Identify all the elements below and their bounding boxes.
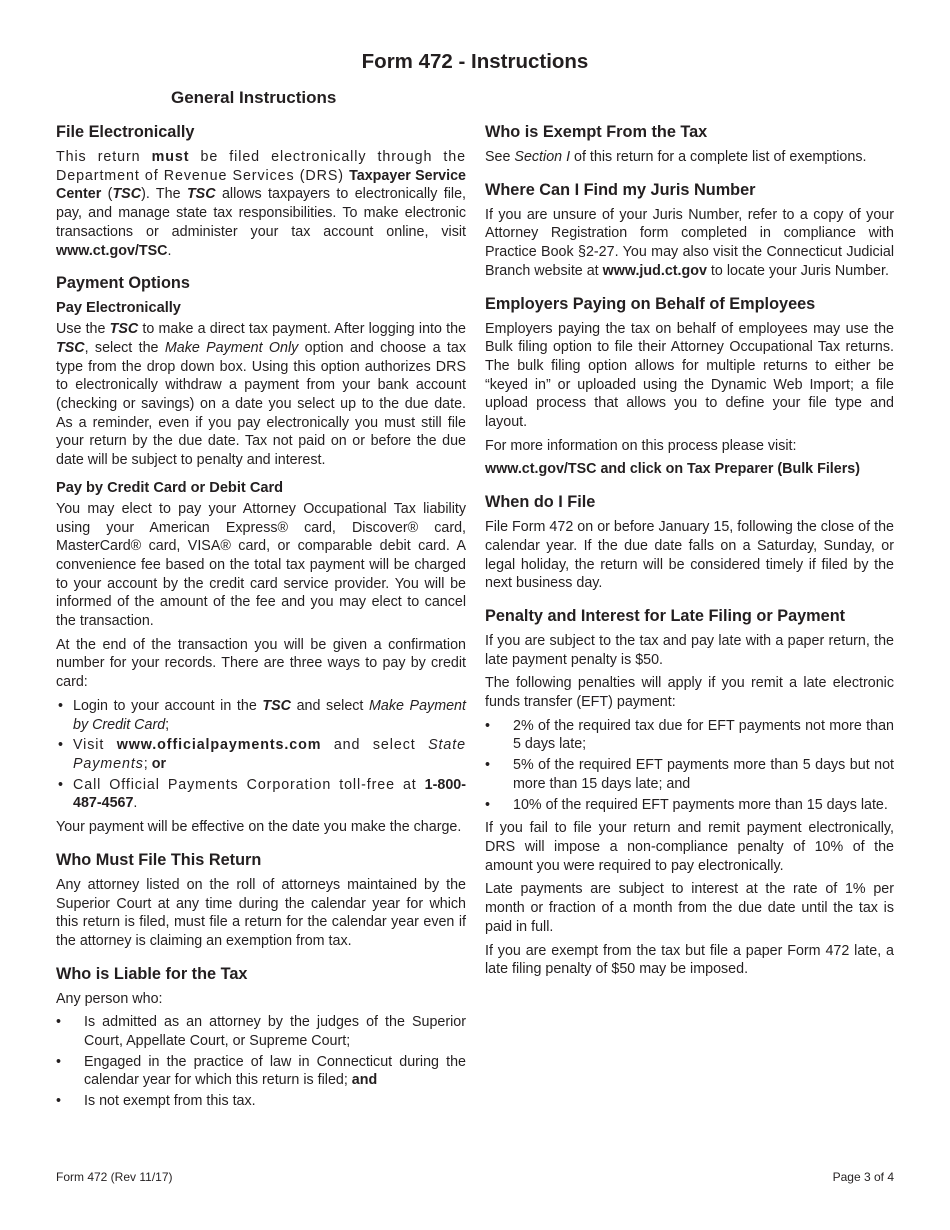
pe-text-7: option and choose a tax type from the drop down box. Using this option authorizes DRS to electronically withdraw a payment from your bank account (checking or savings) on a date you select up to the due date. As a reminder, even if you pay electronically you must still file your return by the due date. Tax not paid on or before the due date will be subject to penalty and interest. (56, 339, 466, 469)
liable-b2-text: Engaged in the practice of law in Connecticut during the calendar year for which this return is filed; (84, 1053, 466, 1089)
who-must-file-section (56, 850, 466, 951)
file-electronically-section (56, 122, 466, 260)
employers-link (485, 460, 894, 479)
juris-link: www.jud.ct.gov (602, 262, 707, 279)
file-electronically-text (56, 148, 466, 260)
fe-text-5: ( (101, 186, 113, 203)
when-file-section (485, 492, 894, 593)
penalty-text-3: If you fail to file your return and remit payment electronically, DRS will impose a non-compliance penalty of 10% of the amount you were required to pay electronically. (485, 820, 894, 874)
footer-form-revision: Form 472 (Rev 11/17) (56, 1170, 173, 1184)
exempt-section-ref: Section I (514, 149, 571, 165)
general-instructions-heading: General Instructions (171, 88, 337, 107)
who-liable-intro: Any person who: (56, 990, 163, 1007)
employers-section (485, 294, 894, 480)
pe-tsc-2: TSC (56, 339, 85, 356)
cc-b2-text-1: Visit (73, 737, 117, 754)
list-item (56, 776, 466, 813)
pay-credit-text-1: You may elect to pay your Attorney Occupational Tax liability using your American Express® card, Discover® card, MasterCard® card, VISA® card, or comparable debit card. A convenience fee based on the total tax payment will be charged to your account by the credit card service provider. You will be informed of the amount of the fee and you may elect to cancel the transaction. (56, 500, 466, 630)
cc-b2-link: www.officialpayments.com (116, 737, 322, 754)
juris-section (485, 180, 894, 281)
employers-text-2: For more information on this process please visit: (485, 437, 797, 454)
list-item: • 5% of the required EFT payments more than 5 days but not more than 15 days late; and (485, 756, 894, 793)
pay-credit-text-3: Your payment will be effective on the date you make the charge. (56, 819, 462, 836)
pe-text-3: to make a direct tax payment. After logging into the (138, 321, 466, 338)
pay-electronically-text (56, 320, 466, 470)
penalty-heading: Penalty and Interest for Late Filing or Payment (485, 606, 846, 625)
fe-text-11: . (167, 242, 172, 259)
left-column (56, 122, 466, 1124)
cc-b1-tsc: TSC (262, 697, 291, 714)
penalty-text-1: If you are subject to the tax and pay late with a paper return, the late payment penalty is $50. (485, 632, 894, 668)
pe-text-5: , select the (84, 339, 165, 356)
employers-text-1: Employers paying the tax on behalf of employees may use the Bulk filing option to file their Attorney Occupational Tax returns. The bulk filing option allows for multiple returns to either be “keyed in” or uploaded using the Dynamic Web Import; a file upload process that allows you to define your file type and layout. (485, 320, 894, 431)
fe-text-1: This return (56, 149, 152, 165)
exempt-text-1: See (485, 149, 515, 165)
penalty-section (485, 606, 894, 979)
cc-b3-phone: 1-800-487-4567 (73, 776, 466, 812)
fe-text-7: ). The (141, 186, 187, 203)
who-must-file-heading: Who Must File This Return (56, 850, 262, 869)
pe-make-payment-only: Make Payment Only (164, 339, 299, 356)
fe-text-3: be filed electronically through the Department of Revenue Services (DRS) (56, 149, 466, 184)
page-title: Form 472 - Instructions (361, 50, 589, 73)
juris-text (485, 206, 894, 281)
cc-b2-or: or (151, 755, 167, 772)
pay-credit-heading: Pay by Credit Card or Debit Card (56, 479, 284, 496)
who-liable-list (56, 1013, 466, 1111)
employers-heading: Employers Paying on Behalf of Employees (485, 294, 816, 313)
penalty-text-4: Late payments are subject to interest at the rate of 1% per month or fraction of a month from the due date until the tax is paid in full. (485, 881, 894, 935)
employers-link-text: www.ct.gov/TSC and click on Tax Preparer (Bulk Filers) (485, 461, 860, 478)
list-item (56, 736, 466, 773)
fe-text-9: allows taxpayers to electronically file, pay, and manage state tax responsibilities. To make electronic transactions or administer your tax account online, visit (56, 186, 467, 240)
cc-b2-text-5: ; (143, 755, 152, 772)
list-item: • Is admitted as an attorney by the judges of the Superior Court, Appellate Court, or Supreme Court; (56, 1013, 466, 1050)
cc-b1-text-3: and select (291, 697, 369, 714)
cc-b1-text-5: ; (165, 716, 170, 733)
pay-credit-text-2: At the end of the transaction you will be given a confirmation number for your records. There are three ways to pay by credit card: (56, 636, 466, 691)
who-liable-heading: Who is Liable for the Tax (56, 964, 248, 983)
cc-b1-make-payment: Make Payment by Credit Card (73, 697, 466, 733)
who-exempt-text (485, 148, 894, 167)
who-exempt-section (485, 122, 894, 167)
penalty-text-5: If you are exempt from the tax but file a paper Form 472 late, a late filing penalty of $50 may be imposed. (485, 942, 894, 978)
cc-b3-text-1: Call Official Payments Corporation toll-free at (73, 776, 425, 793)
pay-electronically-heading: Pay Electronically (56, 300, 181, 317)
cc-b1-text-1: Login to your account in the (73, 697, 263, 714)
fe-tsc-link: www.ct.gov/TSC (56, 242, 168, 259)
who-exempt-heading: Who is Exempt From the Tax (485, 123, 708, 141)
juris-text-1: If you are unsure of your Juris Number, refer to a copy of your Attorney Registration form completed in compliance with Practice Book §2-27. You may also visit the Connecticut Judicial Branch website at (485, 206, 894, 279)
when-file-heading: When do I File (485, 493, 596, 512)
pe-text-1: Use the (56, 321, 110, 338)
cc-b2-text-3: and select (321, 737, 429, 754)
fe-tsc-name: Taxpayer Service Center (56, 167, 466, 203)
file-electronically-heading: File Electronically (56, 123, 195, 141)
fe-tsc-abbr-2: TSC (186, 186, 216, 203)
credit-card-ways-list (56, 697, 466, 813)
juris-text-3: to locate your Juris Number. (706, 262, 889, 279)
who-liable-section (56, 964, 466, 1111)
penalty-text-2: The following penalties will apply if you remit a late electronic funds transfer (EFT) payment: (485, 675, 894, 711)
exempt-text-3: of this return for a complete list of exemptions. (570, 149, 867, 165)
when-file-text: File Form 472 on or before January 15, following the close of the calendar year. If the due date falls on a Saturday, Sunday, or legal holiday, the return will be considered timely if filed by the next business day. (485, 519, 894, 592)
pe-tsc: TSC (109, 321, 139, 338)
payment-options-heading: Payment Options (56, 274, 190, 293)
list-item: • Is not exempt from this tax. (56, 1092, 466, 1111)
right-column (485, 122, 894, 992)
eft-penalty-list (485, 717, 894, 815)
juris-heading: Where Can I Find my Juris Number (485, 180, 756, 199)
list-item: • 2% of the required tax due for EFT payments not more than 5 days late; (485, 717, 894, 754)
fe-tsc-abbr: TSC (112, 186, 142, 203)
fe-must: must (151, 149, 190, 165)
cc-b2-state-payments: State Payments (73, 737, 467, 772)
list-item (56, 1053, 466, 1090)
who-must-file-text: Any attorney listed on the roll of attorneys maintained by the Superior Court at any time during the calendar year for which this return is filed, must file a return for the calendar year even if the attorney is claiming an exemption from tax. (56, 876, 466, 949)
list-item: • 10% of the required EFT payments more than 15 days late. (485, 796, 894, 815)
cc-b3-text-3: . (133, 795, 138, 812)
payment-options-section (56, 273, 466, 837)
list-item (56, 697, 466, 734)
footer-page-number: Page 3 of 4 (832, 1170, 894, 1184)
liable-b2-and: and (351, 1072, 378, 1089)
